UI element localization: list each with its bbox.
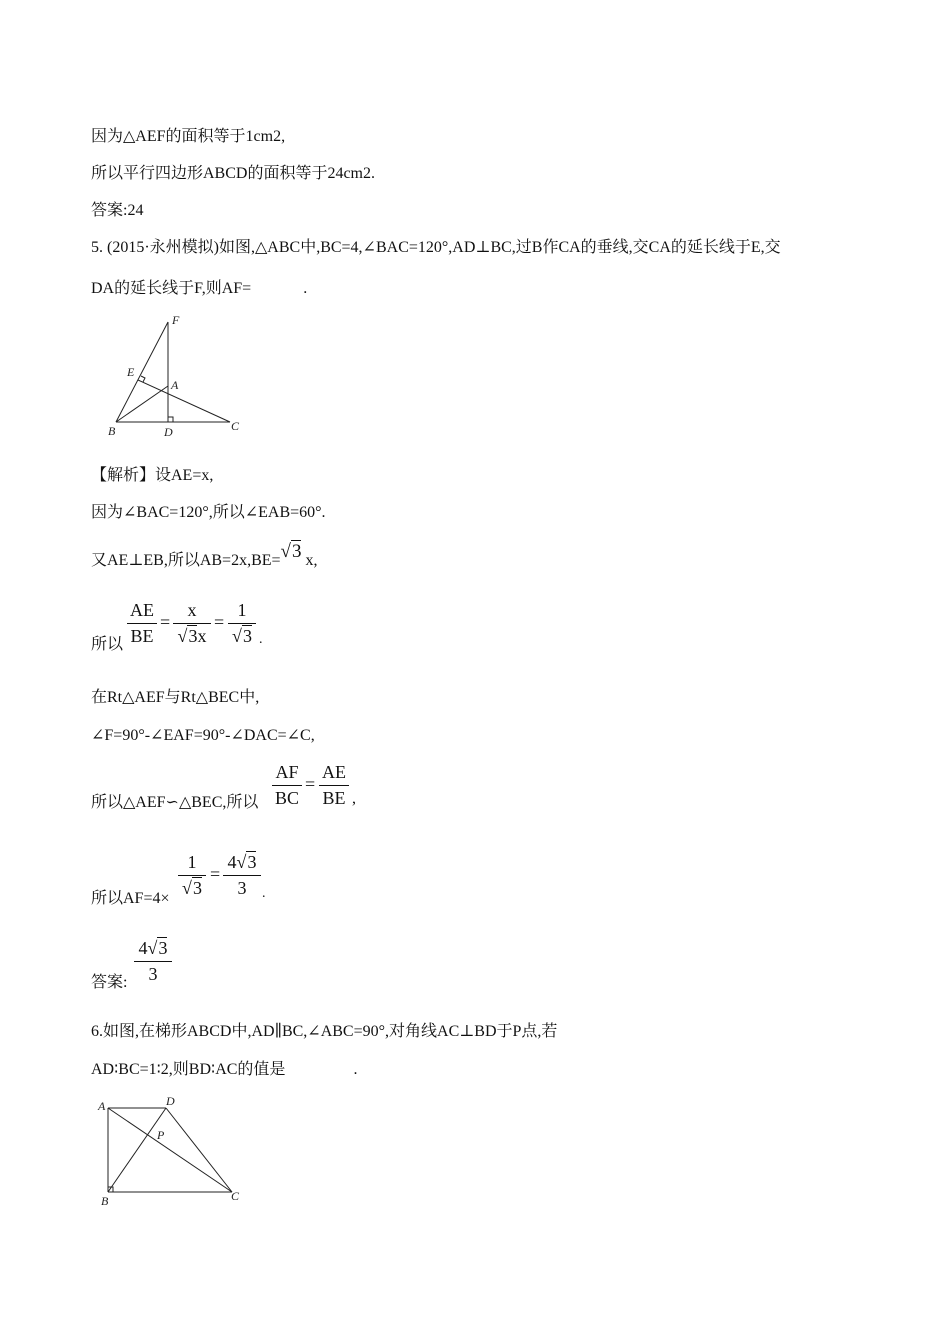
fraction-ae-be [127,600,157,647]
label-b: B [101,1194,109,1208]
fraction-ae-be-2 [319,762,349,809]
label-d: D [166,1094,175,1108]
segment-dc [166,1108,232,1192]
segment-bf [116,322,168,422]
analysis-line-4-prefix: 所以 [91,636,124,653]
fraction-numerator: AE [319,762,349,786]
equals-sign: = [210,864,221,884]
label-p: P [157,1128,165,1142]
fraction-denominator: √3 [182,878,202,898]
label-c: C [231,1189,240,1203]
label-e: E [127,365,135,379]
label-a: A [171,378,179,392]
answer-fraction [134,938,172,985]
fraction-numerator: AF [272,762,302,786]
fraction-1-over-root3 [228,600,256,647]
problem6-stem-line-2 [91,1060,357,1080]
comma: , [352,790,356,807]
analysis-line-8-prefix: 所以AF=4× [91,890,170,907]
analysis-line-6: ∠F=90°-∠EAF=90°-∠DAC=∠C, [91,727,315,744]
analysis-line-2: 因为∠BAC=120°,所以∠EAB=60°. [91,504,326,521]
fraction-denominator: √3 [232,626,252,646]
sqrt-3 [281,541,302,562]
problem5-stem-end: . [303,280,308,297]
segment-ba [116,386,168,422]
fraction-1-over-root3-b [178,852,206,899]
fraction-4root3-over-3 [223,852,261,899]
equals-sign: = [214,612,225,632]
diagonal-bd [108,1108,166,1192]
label-b: B [108,424,116,438]
fraction-denominator: 3 [148,964,158,984]
problem5-stem-line-2 [91,279,307,299]
label-c: C [231,419,240,433]
trapezoid-figure [92,1092,252,1212]
prev-solution-line-1: 因为△AEF的面积等于1cm2, [91,128,286,145]
period: . [262,886,266,901]
period: . [259,632,263,647]
segment-ec [138,380,230,422]
fraction-denominator: BC [274,788,299,808]
answer-label: 答案: [91,974,128,991]
right-angle-d [168,417,173,422]
analysis-line-7-prefix: 所以△AEF∽△BEC,所以 [91,794,259,811]
fraction-denominator: √3x [177,626,207,646]
fraction-x-over-root3x [173,600,211,647]
triangle-figure [100,310,250,440]
prev-answer: 答案:24 [91,202,144,219]
analysis-line-3 [91,541,318,571]
problem6-stem-text: AD∶BC=1∶2,则BD∶AC的值是 [91,1061,286,1078]
analysis-line-3-prefix: 又AE⊥EB,所以AB=2x,BE= [91,552,281,569]
diagonal-ac [108,1108,232,1192]
problem5-stem-text: DA的延长线于F,则AF= [91,280,252,297]
sqrt-radicand: 3 [291,541,302,562]
problem6-stem-end: . [353,1061,358,1078]
fraction-numerator: 1 [228,600,256,624]
fraction-denominator: BE [130,626,154,646]
fraction-numerator: x [173,600,211,624]
fraction-numerator: 4√3 [134,938,172,962]
label-d: D [164,425,173,439]
fraction-denominator: BE [322,788,346,808]
fraction-af-bc [272,762,302,809]
equals-sign: = [160,612,171,632]
prev-solution-line-2: 所以平行四边形ABCD的面积等于24cm2. [91,165,376,182]
fraction-denominator: 3 [237,878,247,898]
fraction-numerator: AE [127,600,157,624]
label-a: A [98,1099,106,1113]
fraction-numerator: 4√3 [223,852,261,876]
analysis-line-1: 【解析】设AE=x, [91,467,214,484]
sqrt-sign: √ [280,541,291,562]
fraction-numerator: 1 [178,852,206,876]
analysis-line-3-suffix: x, [301,552,318,569]
equals-sign: = [305,774,316,794]
analysis-line-5: 在Rt△AEF与Rt△BEC中, [91,689,260,706]
problem5-stem-line-1: 5. (2015·永州模拟)如图,△ABC中,BC=4,∠BAC=120°,AD⊥BC,过B作CA的垂线,交CA的延长线于E,交 [91,239,781,256]
problem6-stem-line-1: 6.如图,在梯形ABCD中,AD∥BC,∠ABC=90°,对角线AC⊥BD于P点,若 [91,1023,558,1040]
label-f: F [172,313,180,327]
